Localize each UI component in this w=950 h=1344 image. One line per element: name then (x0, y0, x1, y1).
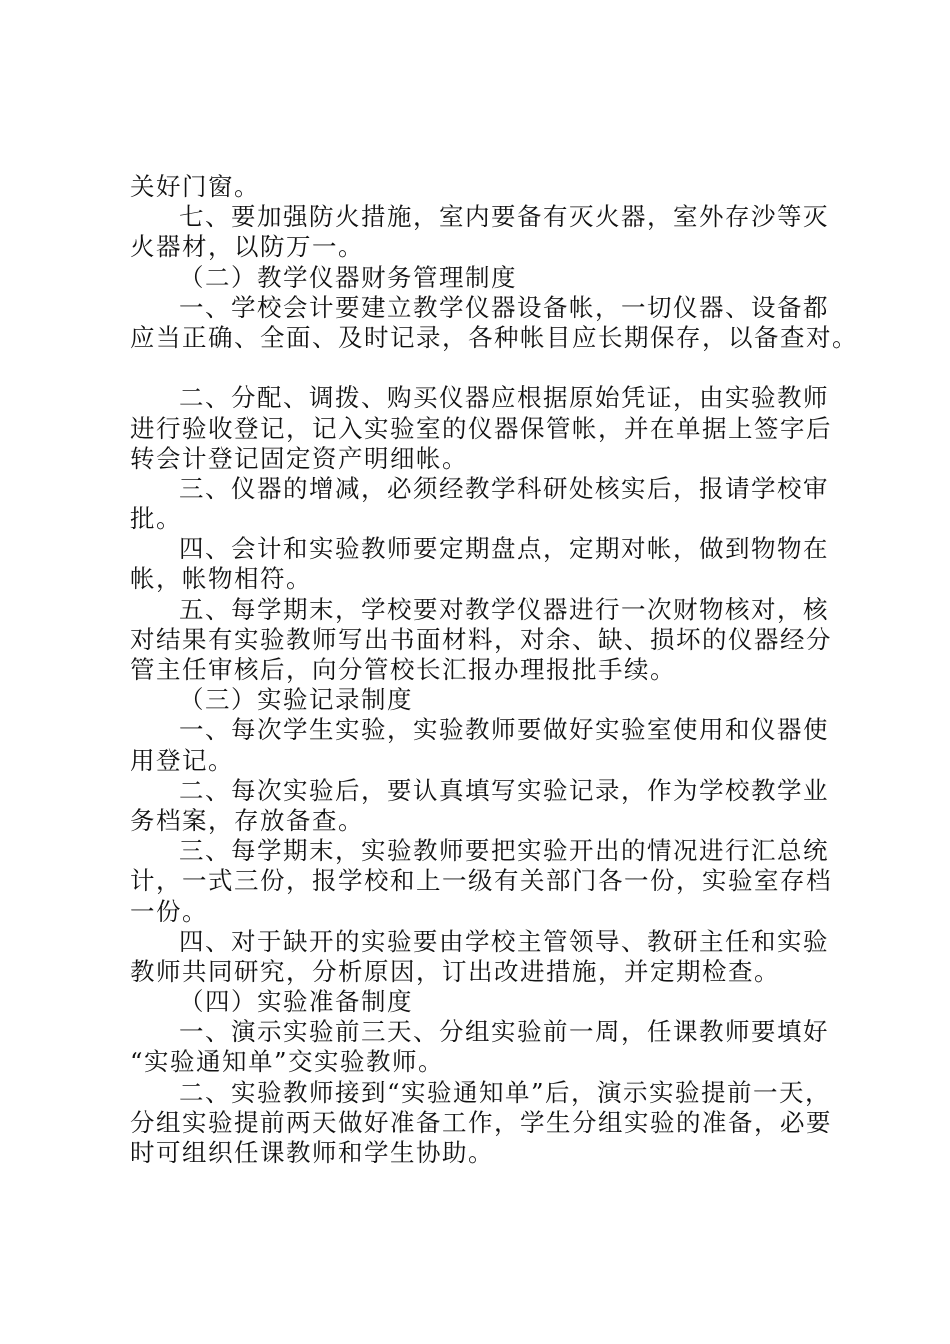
text-line: 用登记。 (130, 745, 234, 775)
text-line: 七、要加强防火措施，室内要备有灭火器，室外存沙等灭 (179, 202, 829, 232)
text-line: 一、学校会计要建立教学仪器设备帐，一切仪器、设备都 (179, 292, 829, 322)
text-line: 五、每学期末，学校要对教学仪器进行一次财物核对，核 (179, 594, 829, 624)
text-line: “实验通知单”交实验教师。 (130, 1047, 445, 1077)
text-line: 火器材，以防万一。 (130, 232, 364, 262)
section-heading: （三）实验记录制度 (179, 685, 413, 715)
text-line: 二、实验教师接到“实验通知单”后，演示实验提前一天， (179, 1077, 832, 1107)
text-line: 进行验收登记，记入实验室的仪器保管帐，并在单据上签字后 (130, 413, 832, 443)
text-line: 四、会计和实验教师要定期盘点，定期对帐，做到物物在 (179, 534, 829, 564)
text-line: 批。 (130, 504, 182, 534)
text-line: 四、对于缺开的实验要由学校主管领导、教研主任和实验 (179, 926, 829, 956)
text-line: 教师共同研究，分析原因，订出改进措施，并定期检查。 (130, 956, 780, 986)
text-line: 分组实验提前两天做好准备工作，学生分组实验的准备，必要 (130, 1107, 832, 1137)
section-heading: （二）教学仪器财务管理制度 (179, 262, 517, 292)
text-line: 三、每学期末，实验教师要把实验开出的情况进行汇总统 (179, 836, 829, 866)
blank-line (130, 353, 835, 383)
text-line: 对结果有实验教师写出书面材料，对余、缺、损坏的仪器经分 (130, 624, 832, 654)
text-line: 计，一式三份，报学校和上一级有关部门各一份，实验室存档 (130, 866, 832, 896)
text-line: 关好门窗。 (130, 172, 260, 201)
text-line: 二、分配、调拨、购买仪器应根据原始凭证，由实验教师 (179, 383, 829, 413)
text-line: 务档案，存放备查。 (130, 805, 364, 835)
text-line: 一、演示实验前三天、分组实验前一周，任课教师要填好 (179, 1017, 829, 1047)
text-line: 三、仪器的增减，必须经教学科研处核实后，报请学校审 (179, 473, 829, 503)
section-heading: （四）实验准备制度 (179, 987, 413, 1017)
text-line: 一份。 (130, 896, 208, 926)
text-line: 帐，帐物相符。 (130, 564, 312, 594)
text-line: 应当正确、全面、及时记录，各种帐目应长期保存，以备查对。 (130, 322, 858, 352)
text-line: 一、每次学生实验，实验教师要做好实验室使用和仪器使 (179, 715, 829, 745)
text-line: 二、每次实验后，要认真填写实验记录，作为学校教学业 (179, 775, 829, 805)
text-line: 时可组织任课教师和学生协助。 (130, 1138, 494, 1167)
text-line: 管主任审核后，向分管校长汇报办理报批手续。 (130, 655, 676, 684)
text-line: 转会计登记固定资产明细帐。 (130, 443, 468, 473)
document-body (130, 172, 858, 1168)
